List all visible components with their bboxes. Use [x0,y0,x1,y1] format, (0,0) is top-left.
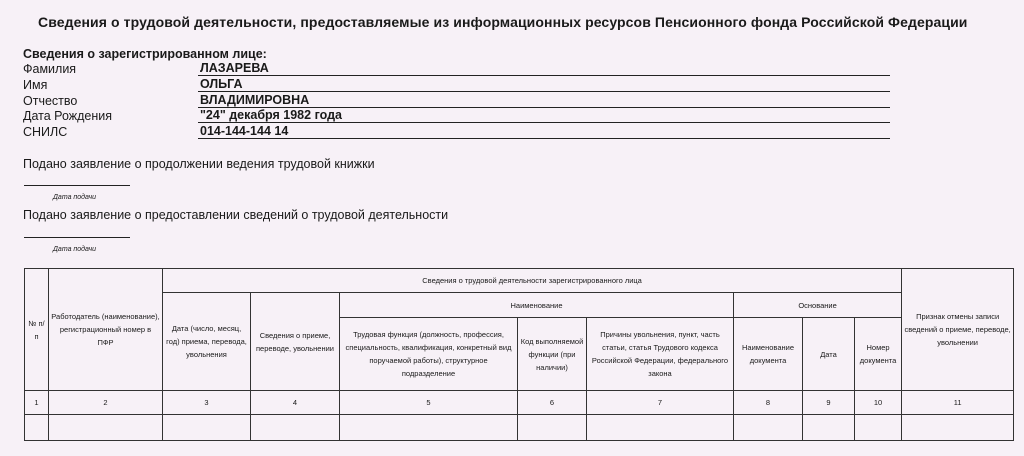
surname-value: ЛАЗАРЕВА [198,61,890,76]
col-code-header: Код выполняемой функции (при наличии) [518,318,587,391]
col-date-header: Дата (число, месяц, год) приема, перевода, увольнения [163,293,251,391]
table-cell [25,415,49,441]
col-reason-header: Причины увольнения, пункт, часть статьи, статья Трудового кодекса Российской Федерации, федерального закона [587,318,734,391]
table-cell [734,415,803,441]
column-number: 2 [49,391,163,415]
birthdate-value: "24" декабря 1982 года [198,108,890,123]
column-number-row [25,391,1014,415]
table-cell [803,415,855,441]
table-cell [902,415,1014,441]
page-title: Сведения о трудовой деятельности, предоставляемые из информационных ресурсов Пенсионного фонда Российской Федерации [38,14,968,30]
employment-table [24,268,1014,441]
table-cell [340,415,518,441]
column-number: 1 [25,391,49,415]
column-number: 10 [855,391,902,415]
column-number: 7 [587,391,734,415]
table-cell [251,415,340,441]
col-docname-header: Наименование документа [734,318,803,391]
snils-value: 014-144-144 14 [198,124,890,139]
col-cancel-header: Признак отмены записи сведений о приеме, переводе, увольнении [902,269,1014,391]
table-cell [855,415,902,441]
col-docnum-header: Номер документа [855,318,902,391]
column-number: 11 [902,391,1014,415]
column-number: 5 [340,391,518,415]
patronymic-label: Отчество [23,94,78,108]
col-number-header: № п/п [25,269,49,391]
snils-label: СНИЛС [23,125,68,139]
table-cell [518,415,587,441]
date-line [24,185,130,186]
statement-continue-book: Подано заявление о продолжении ведения трудовой книжки [23,157,375,171]
column-number: 4 [251,391,340,415]
table-row [25,415,1014,441]
date-caption: Дата подачи [53,246,96,253]
group-name-header: Наименование [340,293,734,318]
table-cell [163,415,251,441]
name-label: Имя [23,78,48,92]
group-basis-header: Основание [734,293,902,318]
patronymic-value: ВЛАДИМИРОВНА [198,93,890,108]
column-number: 6 [518,391,587,415]
col-employer-header: Работодатель (наименование), регистрационный номер в ПФР [49,269,163,391]
statement-provide-info: Подано заявление о предоставлении сведений о трудовой деятельности [23,208,449,222]
column-number: 9 [803,391,855,415]
date-line [24,237,130,238]
person-section-heading: Сведения о зарегистрированном лице: [23,47,267,61]
column-number: 8 [734,391,803,415]
group-main-header: Сведения о трудовой деятельности зарегистрированного лица [163,269,902,293]
name-value: ОЛЬГА [198,77,890,92]
col-function-header: Трудовая функция (должность, профессия, специальность, квалификация, конкретный вид поручаемой работы), структурное подразделение [340,318,518,391]
table-cell [587,415,734,441]
surname-label: Фамилия [23,62,77,76]
table-cell [49,415,163,441]
birthdate-label: Дата Рождения [23,109,113,123]
col-event-header: Сведения о приеме, переводе, увольнении [251,293,340,391]
column-number: 3 [163,391,251,415]
date-caption: Дата подачи [53,194,96,201]
col-docdate-header: Дата [803,318,855,391]
